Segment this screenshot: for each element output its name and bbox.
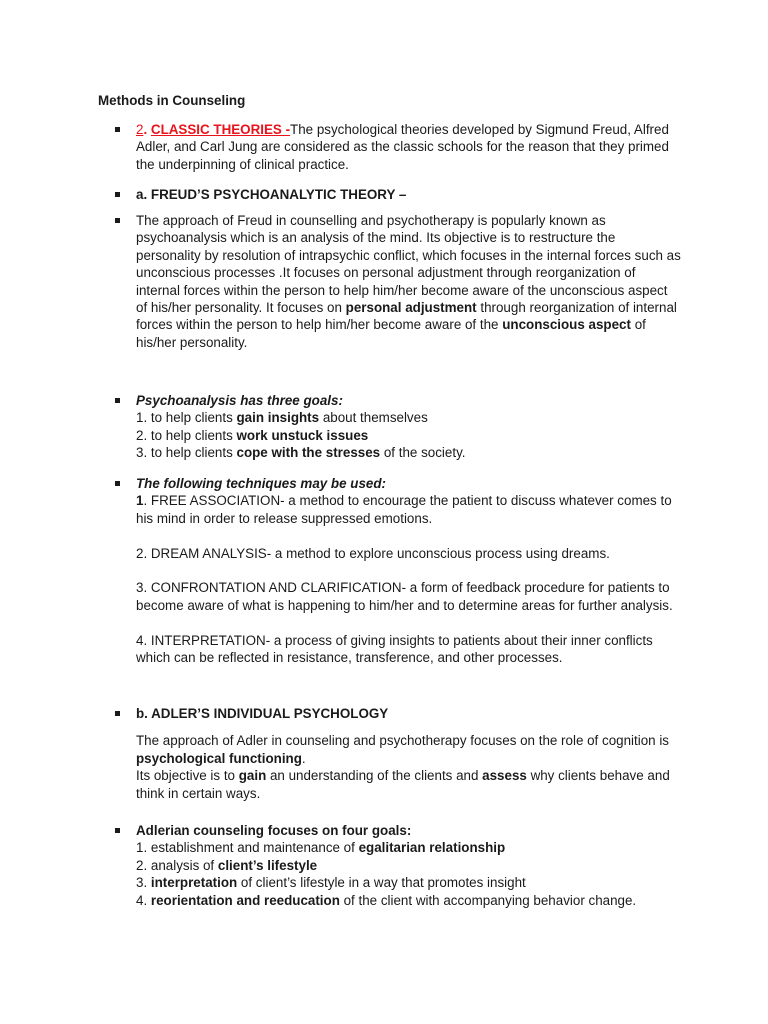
freud-heading: a. FREUD’S PSYCHOANALYTIC THEORY – — [136, 187, 407, 202]
technique-3: 3. CONFRONTATION AND CLARIFICATION- a form of feedback procedure for patients to become aware of what is happening to him/her and to determine areas for further analysis. — [136, 580, 673, 613]
list-item-adlerian-goals — [136, 822, 681, 909]
adlerian-goal-item: 1. establishment and maintenance of egalitarian relationship — [136, 840, 506, 856]
bullet-marker — [115, 828, 120, 833]
list-item-freud-heading — [136, 186, 681, 203]
list-item-techniques — [136, 475, 681, 666]
list-item-classic-theories — [136, 121, 681, 173]
page-title: Methods in Counseling — [98, 93, 246, 108]
classic-number: 2 — [136, 122, 144, 137]
classic-dot: . — [143, 122, 151, 137]
goal-item: 1. to help clients gain insights about themselves — [136, 410, 428, 426]
adler-paragraph-2: Its objective is to gain an understanding of the clients and assess why clients behave and think in certain ways. — [136, 768, 670, 801]
adlerian-goals-heading: Adlerian counseling focuses on four goals: — [136, 823, 412, 838]
freud-text-2: through reorganization of internal forces within the person to help him/her become aware of the — [136, 300, 677, 333]
freud-text-1: The approach of Freud in counselling and psychotherapy is popularly known as psychoanalysis which is an analysis of the mind. Its objective is to restructure the personality by resolution of intrapsychic conflict, which focuses in the internal forces such as unconscious processes .It focuses on personal adjustment through reorganization of internal forces within the person to help him/her become aware of the unconscious aspect of his/her personality. It focuses on — [136, 213, 681, 316]
freud-bold-1: personal adjustment — [345, 300, 477, 316]
adler-heading: b. ADLER’S INDIVIDUAL PSYCHOLOGY — [136, 706, 389, 721]
classic-text: The psychological theories developed by Sigmund Freud, Alfred Adler, and Carl Jung are considered as the classic schools for the reason that they primed the underpinning of clinical practice. — [136, 122, 669, 172]
classic-heading: CLASSIC THEORIES - — [150, 122, 291, 137]
goal-item: 3. to help clients cope with the stresses of the society. — [136, 445, 466, 461]
techniques-heading: The following techniques may be used: — [136, 476, 386, 491]
adlerian-goal-item: 3. interpretation of client’s lifestyle in a way that promotes insight — [136, 875, 526, 891]
list-item-freud-paragraph — [136, 212, 681, 351]
freud-bold-2: unconscious aspect — [502, 317, 631, 333]
adlerian-goal-item: 4. reorientation and reeducation of the client with accompanying behavior change. — [136, 892, 637, 908]
technique-1: 1. FREE ASSOCIATION- a method to encourage the patient to discuss whatever comes to his mind in order to release suppressed emotions. — [136, 493, 672, 526]
technique-4: 4. INTERPRETATION- a process of giving insights to patients about their inner conflicts which can be reflected in resistance, transference, and other processes. — [136, 632, 653, 666]
bullet-marker — [115, 218, 120, 223]
freud-text-3: of his/her personality. — [136, 317, 646, 350]
bullet-marker — [115, 481, 120, 486]
adlerian-goal-item: 2. analysis of client’s lifestyle — [136, 857, 318, 873]
list-item-psychoanalysis-goals — [136, 392, 681, 462]
goal-item: 2. to help clients work unstuck issues — [136, 427, 369, 443]
bullet-marker — [115, 711, 120, 716]
bullet-marker — [115, 192, 120, 197]
adler-paragraph-1: The approach of Adler in counseling and psychotherapy focuses on the role of cognition is psychological functioning. — [136, 733, 669, 766]
goals-heading: Psychoanalysis has three goals: — [136, 393, 343, 408]
technique-2: 2. DREAM ANALYSIS- a method to explore unconscious process using dreams. — [136, 545, 610, 561]
bullet-marker — [115, 127, 120, 132]
list-item-adler — [136, 705, 681, 802]
bullet-marker — [115, 398, 120, 403]
